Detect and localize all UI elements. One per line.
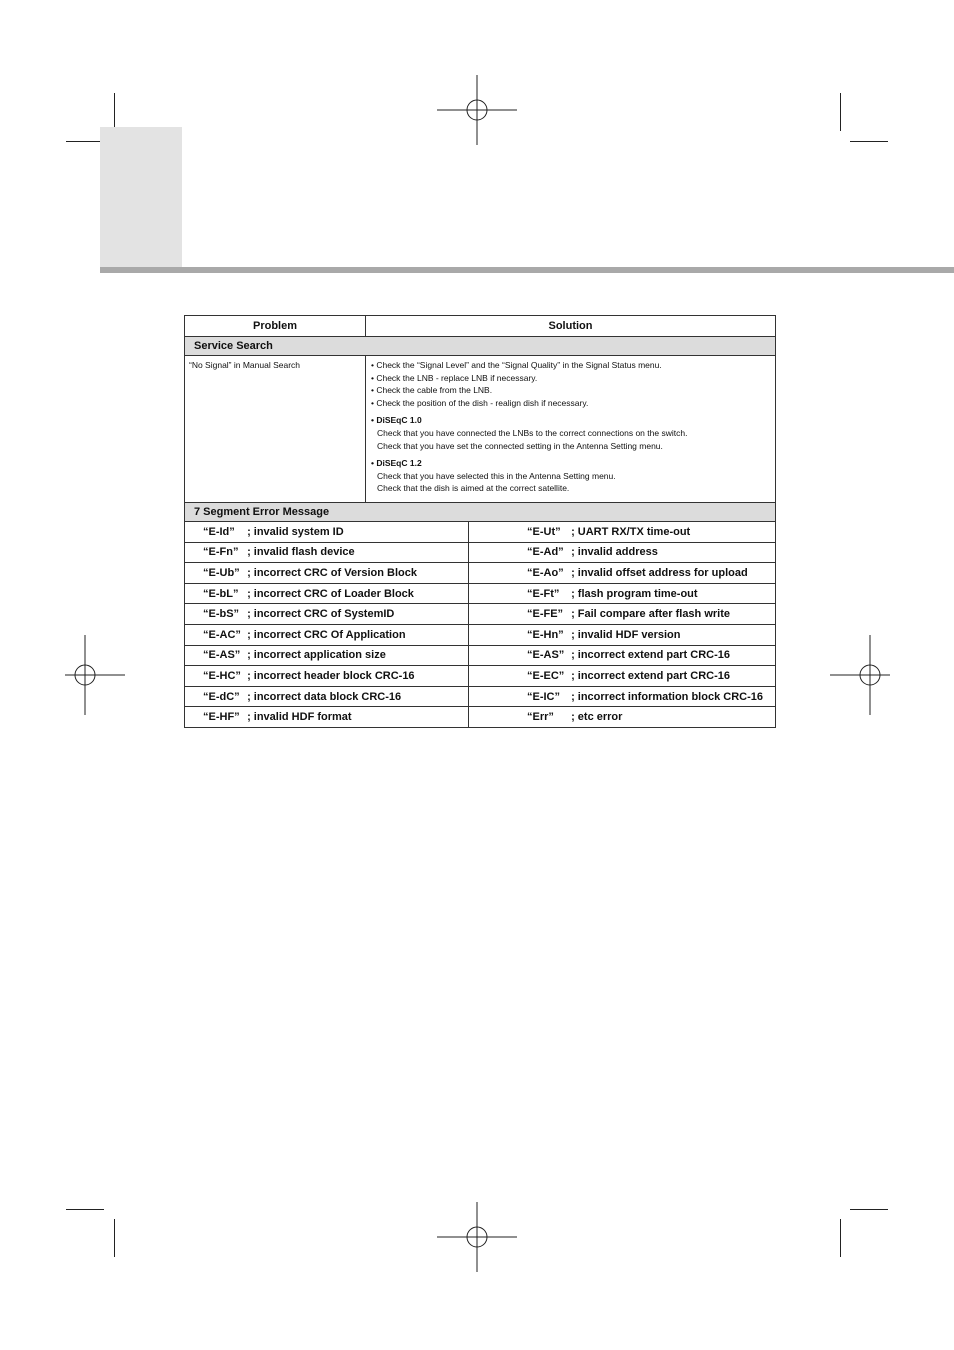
error-code: “E-Ad” [527, 546, 564, 559]
error-description: ; UART RX/TX time-out [571, 525, 691, 538]
crop-mark-bottom-right-h [850, 1209, 888, 1210]
solution-bullet: • Check the LNB - replace LNB if necessary. [371, 372, 538, 383]
error-right-cell [469, 583, 776, 604]
error-description: ; flash program time-out [571, 587, 698, 600]
error-left-cell [185, 522, 469, 543]
solution-line: Check that the dish is aimed at the correct satellite. [377, 483, 570, 494]
crop-mark-top-right-h [850, 141, 888, 142]
error-code: “E-AS” [203, 649, 241, 662]
error-description: ; invalid HDF format [247, 711, 352, 724]
error-right-cell [469, 686, 776, 707]
crop-mark-bottom-left-h [66, 1209, 104, 1210]
problem-column-header: Problem [185, 316, 366, 337]
solution-bullet: • Check the position of the dish - realign dish if necessary. [371, 397, 589, 408]
solution-column-header: Solution [366, 316, 776, 337]
error-description: ; incorrect information block CRC-16 [571, 690, 763, 703]
solution-no-signal [366, 356, 776, 503]
error-code: “E-Id” [203, 525, 235, 538]
error-description: ; incorrect CRC of SystemID [247, 608, 395, 621]
error-description: ; incorrect CRC Of Application [247, 628, 406, 641]
solution-bullet: • Check the “Signal Level” and the “Signal Quality” in the Signal Status menu. [371, 360, 662, 370]
table-row [185, 522, 776, 543]
table-row [185, 624, 776, 645]
error-right-cell [469, 624, 776, 645]
error-description: ; incorrect application size [247, 649, 386, 662]
error-left-cell [185, 624, 469, 645]
crop-mark-bottom-right-v [840, 1219, 841, 1257]
table-row [185, 356, 776, 503]
error-description: ; incorrect header block CRC-16 [247, 669, 415, 682]
error-code: “E-Ft” [527, 587, 560, 600]
error-code: “E-HF” [203, 711, 240, 724]
error-code: “E-IC” [527, 690, 560, 703]
error-left-cell [185, 666, 469, 687]
section-title-service-search: Service Search [185, 337, 776, 356]
table-row [185, 583, 776, 604]
error-left-cell [185, 542, 469, 563]
error-description: ; invalid offset address for upload [571, 566, 748, 579]
table-row [185, 563, 776, 584]
troubleshooting-table [184, 315, 776, 728]
error-description: ; incorrect data block CRC-16 [247, 690, 402, 703]
error-right-cell [469, 604, 776, 625]
error-code: “E-HC” [203, 669, 241, 682]
error-description: ; invalid address [571, 546, 658, 559]
error-description: ; incorrect extend part CRC-16 [571, 649, 730, 662]
error-code: “E-FE” [527, 608, 564, 621]
error-right-cell [469, 542, 776, 563]
crop-mark-top-right-v [840, 93, 841, 131]
error-description: ; incorrect extend part CRC-16 [571, 669, 730, 682]
error-left-cell [185, 563, 469, 584]
table-header-row [185, 316, 776, 337]
solution-line: Check that you have set the connected setting in the Antenna Setting menu. [377, 440, 663, 451]
error-code: “E-AS” [527, 649, 565, 662]
error-description: ; invalid HDF version [571, 628, 681, 641]
table-row [185, 604, 776, 625]
error-left-cell [185, 645, 469, 666]
error-code: “E-Hn” [527, 628, 564, 641]
error-left-cell [185, 707, 469, 728]
error-code: “E-Ut” [527, 525, 561, 538]
solution-bullet: • Check the cable from the LNB. [371, 385, 493, 396]
error-code: “E-AC” [203, 628, 241, 641]
table-row [185, 666, 776, 687]
section-row-service-search [185, 337, 776, 356]
table-row [185, 542, 776, 563]
error-right-cell [469, 666, 776, 687]
crop-mark-top-left-v [114, 93, 115, 131]
crop-mark-bottom-left-v [114, 1219, 115, 1257]
diseqc-1-0-heading: • DiSEqC 1.0 [371, 415, 422, 426]
error-right-cell [469, 707, 776, 728]
registration-mark-bottom-icon [437, 1197, 517, 1277]
error-code: “E-bS” [203, 608, 240, 621]
error-description: ; etc error [571, 711, 623, 724]
registration-mark-top-icon [437, 70, 517, 150]
section-row-7-segment [185, 503, 776, 522]
error-code: “Err” [527, 711, 554, 724]
error-code: “E-Ub” [203, 566, 240, 579]
error-code: “E-bL” [203, 587, 239, 600]
error-code: “E-Ao” [527, 566, 564, 579]
error-description: ; Fail compare after flash write [571, 608, 730, 621]
error-right-cell [469, 563, 776, 584]
problem-no-signal: “No Signal” in Manual Search [185, 356, 366, 503]
error-code: “E-EC” [527, 669, 565, 682]
error-code: “E-dC” [203, 690, 240, 703]
error-left-cell [185, 604, 469, 625]
chapter-tab-block [100, 127, 182, 268]
diseqc-1-2-heading: • DiSEqC 1.2 [371, 458, 422, 469]
error-description: ; invalid system ID [247, 525, 344, 538]
error-left-cell [185, 686, 469, 707]
solution-line: Check that you have selected this in the Antenna Setting menu. [377, 470, 616, 481]
section-title-7-segment: 7 Segment Error Message [185, 503, 776, 522]
error-left-cell [185, 583, 469, 604]
registration-mark-right-icon [830, 635, 910, 715]
error-code: “E-Fn” [203, 546, 239, 559]
crop-mark-top-left-h [66, 141, 104, 142]
error-description: ; invalid flash device [247, 546, 355, 559]
error-description: ; incorrect CRC of Loader Block [247, 587, 414, 600]
header-rule [100, 267, 954, 273]
table-row [185, 707, 776, 728]
table-row [185, 686, 776, 707]
error-description: ; incorrect CRC of Version Block [247, 566, 417, 579]
solution-line: Check that you have connected the LNBs to the correct connections on the switch. [377, 427, 688, 438]
error-right-cell [469, 645, 776, 666]
table-row [185, 645, 776, 666]
registration-mark-left-icon [45, 635, 125, 715]
error-right-cell [469, 522, 776, 543]
